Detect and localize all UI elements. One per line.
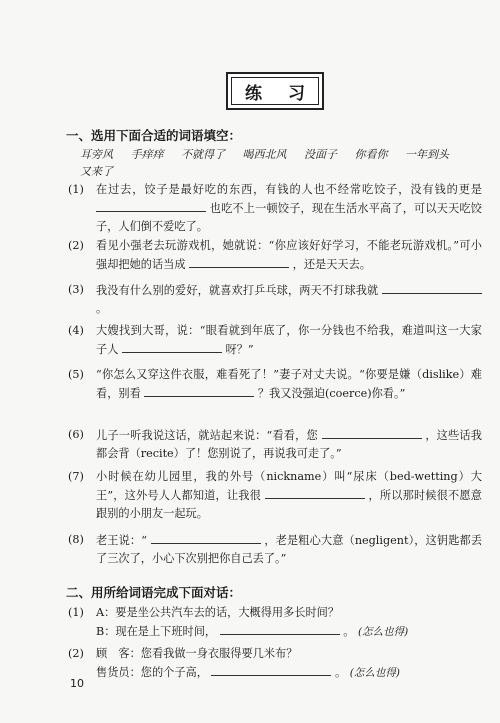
exercise-item (68, 322, 482, 359)
item-text: 老王说：“ (96, 534, 147, 547)
item-text: 。 (96, 302, 108, 315)
section1-heading: 一、选用下面合适的词语填空： (66, 128, 242, 143)
word-bank-item: 不就得了 (181, 148, 225, 161)
word-bank-item: 耳旁风 (80, 148, 113, 161)
hint-text: (怎么也得) (349, 667, 400, 679)
fill-blank[interactable] (211, 663, 331, 676)
fill-blank[interactable] (122, 340, 222, 353)
item-number: (8) (68, 533, 84, 546)
item-text: ，还是天天去。 (292, 258, 371, 271)
title-box (226, 72, 324, 110)
dialog-line: 顾 客：您看我做一身衣服得要几米布？ (96, 647, 298, 660)
item-text: 呀？” (225, 343, 254, 356)
dialog-text: B：现在是上下班时间， (96, 625, 217, 638)
item-text: 在过去，饺子是最好吃的东西，有钱的人也不经常吃饺子，没有钱的更是 (96, 183, 482, 196)
item-text: 看见小强老去玩游戏机，她就说：“你应该好好学习，不能老玩游戏机。”可小强却把她的话当成 (96, 239, 482, 271)
page-number: 10 (70, 677, 84, 690)
item-text: 小时候在幼儿园里，我的外号（nickname）叫“尿床（bed-wetting）大王”，这外号人人都知道，让我很 (96, 470, 482, 502)
hint-text: (怎么也得) (358, 626, 409, 638)
item-text: 也吃不上一顿饺子，现在生活水平高了，可以天天吃饺子，人们倒不爱吃了。 (96, 202, 482, 233)
fill-blank[interactable] (265, 486, 365, 499)
exercise-item (68, 281, 482, 318)
page-title: 练 习 (245, 83, 315, 104)
dialog-text: 。 (335, 666, 347, 679)
fill-blank[interactable] (220, 622, 340, 635)
item-text: 儿子一听我说这话，就站起来说：“看看，您 (96, 429, 318, 442)
exercise-item (68, 426, 482, 463)
word-bank (80, 146, 480, 180)
fill-blank[interactable] (382, 281, 482, 294)
item-number: (1) (68, 606, 84, 619)
item-number: (1) (68, 183, 84, 196)
fill-blank[interactable] (151, 531, 261, 544)
fill-blank[interactable] (322, 426, 422, 439)
exercise-item (68, 181, 482, 236)
item-number: (6) (68, 428, 84, 441)
item-text: ，老是粗心大意（negligent），这钥匙都丢了三次了，小心下次别把你自己丢了。” (96, 534, 483, 565)
dialog-text: 售货员：您的个子高， (96, 666, 208, 679)
dialog-line (96, 663, 476, 682)
item-number: (4) (68, 324, 84, 337)
fill-blank[interactable] (144, 384, 254, 397)
word-bank-item: 你看你 (354, 148, 388, 161)
fill-blank[interactable] (189, 255, 289, 268)
dialog-line (96, 622, 476, 641)
section2-heading: 二、用所给词语完成下面对话： (66, 585, 242, 600)
dialog-text: 。 (343, 625, 355, 638)
dialog-item (68, 604, 476, 641)
exercise-item (68, 237, 482, 274)
item-number: (7) (68, 470, 84, 483)
word-bank-item: 喝西北风 (242, 148, 287, 161)
item-number: (5) (68, 368, 84, 381)
word-bank-item: 没面子 (304, 148, 337, 161)
word-bank-item: 又来了 (80, 165, 113, 178)
item-number: (3) (68, 283, 84, 296)
item-text: “你怎么又穿这件衣服，难看死了！”妻子对丈夫说。“你要是嫌（dislike）难看，别看 (96, 368, 482, 400)
dialog-line: A：要是坐公共汽车去的话，大概得用多长时间？ (96, 606, 340, 619)
fill-blank[interactable] (96, 199, 206, 212)
word-bank-item: 手痒痒 (130, 148, 164, 161)
item-text: ，所以那时候很不愿意跟别的小朋友一起玩。 (96, 489, 482, 520)
item-number: (2) (68, 239, 84, 252)
exercise-item (68, 531, 483, 568)
item-number: (2) (68, 647, 84, 660)
item-text: ，这些话我都会背（recite）了！您别说了，再说我可走了。” (96, 429, 482, 460)
dialog-item (68, 645, 476, 682)
item-text: 我没有什么别的爱好，就喜欢打乒乓球，两天不打球我就 (96, 284, 379, 297)
word-bank-item: 一年到头 (405, 148, 449, 161)
item-text: 大嫂找到大哥，说：“眼看就到年底了，你一分钱也不给我，难道叫这一大家子人 (96, 324, 482, 356)
exercise-item (68, 468, 482, 523)
item-text: ？我又没强迫(coerce)你看。” (257, 387, 406, 400)
exercise-item (68, 366, 482, 403)
